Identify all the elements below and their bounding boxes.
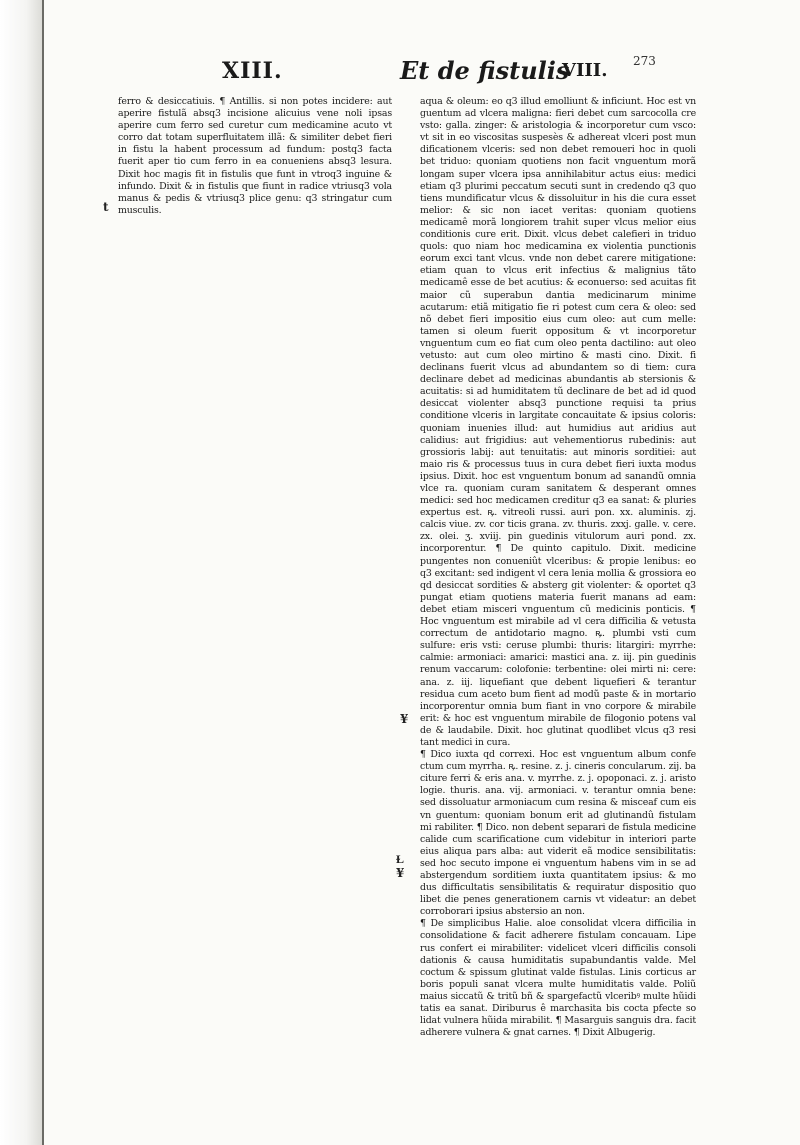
margin-mark-right-3: ¥ xyxy=(396,866,405,880)
header-title: Et de fistulis xyxy=(400,56,570,85)
paragraph-text: aqua & oleum: eo q3 illud emolliunt & inficiunt. Hoc est vn guentum ad vlcera maligna: fieri debet cum sarcocolla cre vsto: galla. zinger: & aristologia & incorporetur cum vsco: vt sit in eo viscositas suspesès & adhereat vlceri post mun dificationem vlceris: sed non debet remoueri hoc in quoli bet triduo: quoniam quotiens non facit vnguentum morã longam super vlcera ipsa annihilabitur actus eius: medici etiam q3 plurimi peccatum secuti sunt in credendo q3 quo tiens mundificatur vlcus & dissoluitur in his die cura esset melior: & sic non iacet veritas: quoniam quotiens medicamê morã longiorem trahit super vlcus melior eius conditionis cure erit. Dixit. vlcus debet calefieri in triduo quols: quo niam hoc medicamina ex violentia punctionis eorum exci tant vlcus. vnde non debet carere mitigatione: etiam quan to vlcus erit infectius & malignius tãto medicamê esse de bet acutius: & econuerso: sed acuitas fit maior cũ superabun dantia medicinarum minime acutarum: etiã mitigatio fie ri potest cum cera & oleo: sed nõ debet fieri impositio eius cum oleo: aut cum melle: tamen si oleum fuerit oppositum & vt incorporetur vnguentum cum eo fiat cum oleo penta dactilino: aut oleo vetusto: aut cum oleo mirtino & masti cino. Dixit. fi declinans fuerit vlcus ad abundantem so di tiem: cura declinare debet ad medicinas abundantis ab stersionis & acuitatis: si ad humiditatem tũ declinare de bet ad id quod desiccat violenter absq3 punctione requisi ta prius conditione vlceris in largitate concauitate & ipsius coloris: quoniam inuenies illud: aut humidius aut aridius aut calidius: aut frigidius: aut vehementiorus rubedinis: aut grossioris labij: aut tenuitatis: aut minoris sorditiei: aut maio ris & processus tuus in cura debet fieri iuxta modus ipsius. Dixit. hoc est vnguentum bonum ad sanandũ omnia vlce ra. quoniam curam sanitatem & desperant omnes medici: sed hoc medicamen creditur q3 ea sanat: & pluries expertus est. ꝶ. vitreoli russi. auri pon. xx. aluminis. zj. calcis viue. zv. cor ticis grana. zv. thuris. zxxj. galle. v. cere. zx. olei. ʒ. xviij. pin guedinis vitulorum auri pond. zx. incorporentur. ¶ De quinto capitulo. Dixit. medicine pungentes non conueniût vlceribus: & propie lenibus: eo q3 excitant: sed indigent vl cera lenia mollia & grossiora eo qd desiccat sordities & absterg git violenter: & oportet q3 pungat etiam quotiens materia fuerit manans ad eam: debet etiam misceri vnguentum cũ medicinis ponticis. ¶ Hoc vnguentum est mirabile ad vl cera difficilia & vetusta correctum de antidotario magno. ꝶ. plumbi vsti cum sulfure: eris vsti: ceruse plumbi: thuris: litargiri: myrrhe: calmie: armoniaci: amarici: mastici ana. z. iij. pin guedinis renum vaccarum: colofonie: terbentine: olei mirti ni: cere: ana. z. iij. liquefiant que debent liquefieri & terantur residua cum aceto bum fient ad modũ paste & in mortario incorporentur omnia bum fiant in vno corpore & mirabile erit: & hoc est vnguentum mirabile de filogonio potens val de & laudabile. Dixit. hoc glutinat quodlibet vlcus q3 resi tant medici in cura. xyxy=(420,96,696,748)
paragraph-text: ¶ De simplicibus Halie. aloe consolidat vlcera difficilia in consolidatione & facit adherere fistulam concauam. Lipe rus confert ei mirabiliter: videlicet vlceri difficilis consoli dationis & causa humiditatis supabundantis valde. Mel coctum & spissum glutinat valde fistulas. Linis corticus ar boris populi sanat vlcera multe humiditatis valde. Poliũ maius siccatũ & tritũ bñ & spargefactũ vlceribꝰ multe hũidi tatis ea sanat. Diriburus ê marchasita bis cocta pfecte so lidat vulnera hũida mirabilit. ¶ Masarguis sanguis dra. facit adherere vulnera & gnat carnes. ¶ Dixit Albugerig. xyxy=(420,918,696,1039)
folio-number: 273 xyxy=(633,54,656,68)
right-column xyxy=(420,96,696,1039)
header-chapter-number: VIII. xyxy=(562,60,608,81)
margin-mark-left: t xyxy=(103,200,109,214)
paragraph-text: ferro & desiccatiuis. ¶ Antillis. si non potes incidere: aut aperire fistulã absq3 incisione alicuius vene noli ipsas aperire cum ferro sed curetur cum medicamine acuto vt corro dat totam superfluitatem illã: & similiter debet fieri in fistu la habent processum ad fundum: postq3 facta fuerit aper tio cum ferro in ea conueniens absq3 lesura. Dixit hoc magis fit in fistulis que funt in vtroq3 inguine & infundo. Dixit & in fistulis que fiunt in radice vtriusq3 vola manus & pedis & vtriusq3 plice genu: q3 stringatur cum musculis. xyxy=(118,96,392,216)
binding-gutter xyxy=(0,0,44,1145)
header-section-number: XIII. xyxy=(222,58,283,84)
paragraph-text: ¶ Dico iuxta qd correxi. Hoc est vnguentum album confe ctum cum myrrha. ꝶ. resine. z. j. cineris concularum. zij. ba citure ferri & eris ana. v. myrrhe. z. j. opoponaci. z. j. aristo logie. thuris. ana. vij. armoniaci. v. terantur omnia bene: sed dissoluatur armoniacum cum resina & misceaf cum eis vn guentum: quoniam bonum erit ad glutinandû fistulam mi rabiliter. ¶ Dico. non debent separari de fistula medicine calide cum scarificatione cum videbitur in interiori parte eius aliqua pars alba: aut viderit eã modice sensibilitatis: sed hoc secuto impone ei vnguentum habens vim in se ad abstergendum sorditiem iuxta quantitatem ipsius: & mo dus difficultatis sensibilitatis & requiratur dispositio quo libet die penes generationem carnis vt videatur: an debet corroborari ipsius abstersio an non. xyxy=(420,749,696,918)
margin-mark-right-2: Ɫ xyxy=(396,852,405,866)
binding-edge xyxy=(42,0,44,1145)
left-column xyxy=(118,96,392,217)
margin-mark-right-1: ¥ xyxy=(400,712,409,726)
running-header xyxy=(0,54,800,94)
